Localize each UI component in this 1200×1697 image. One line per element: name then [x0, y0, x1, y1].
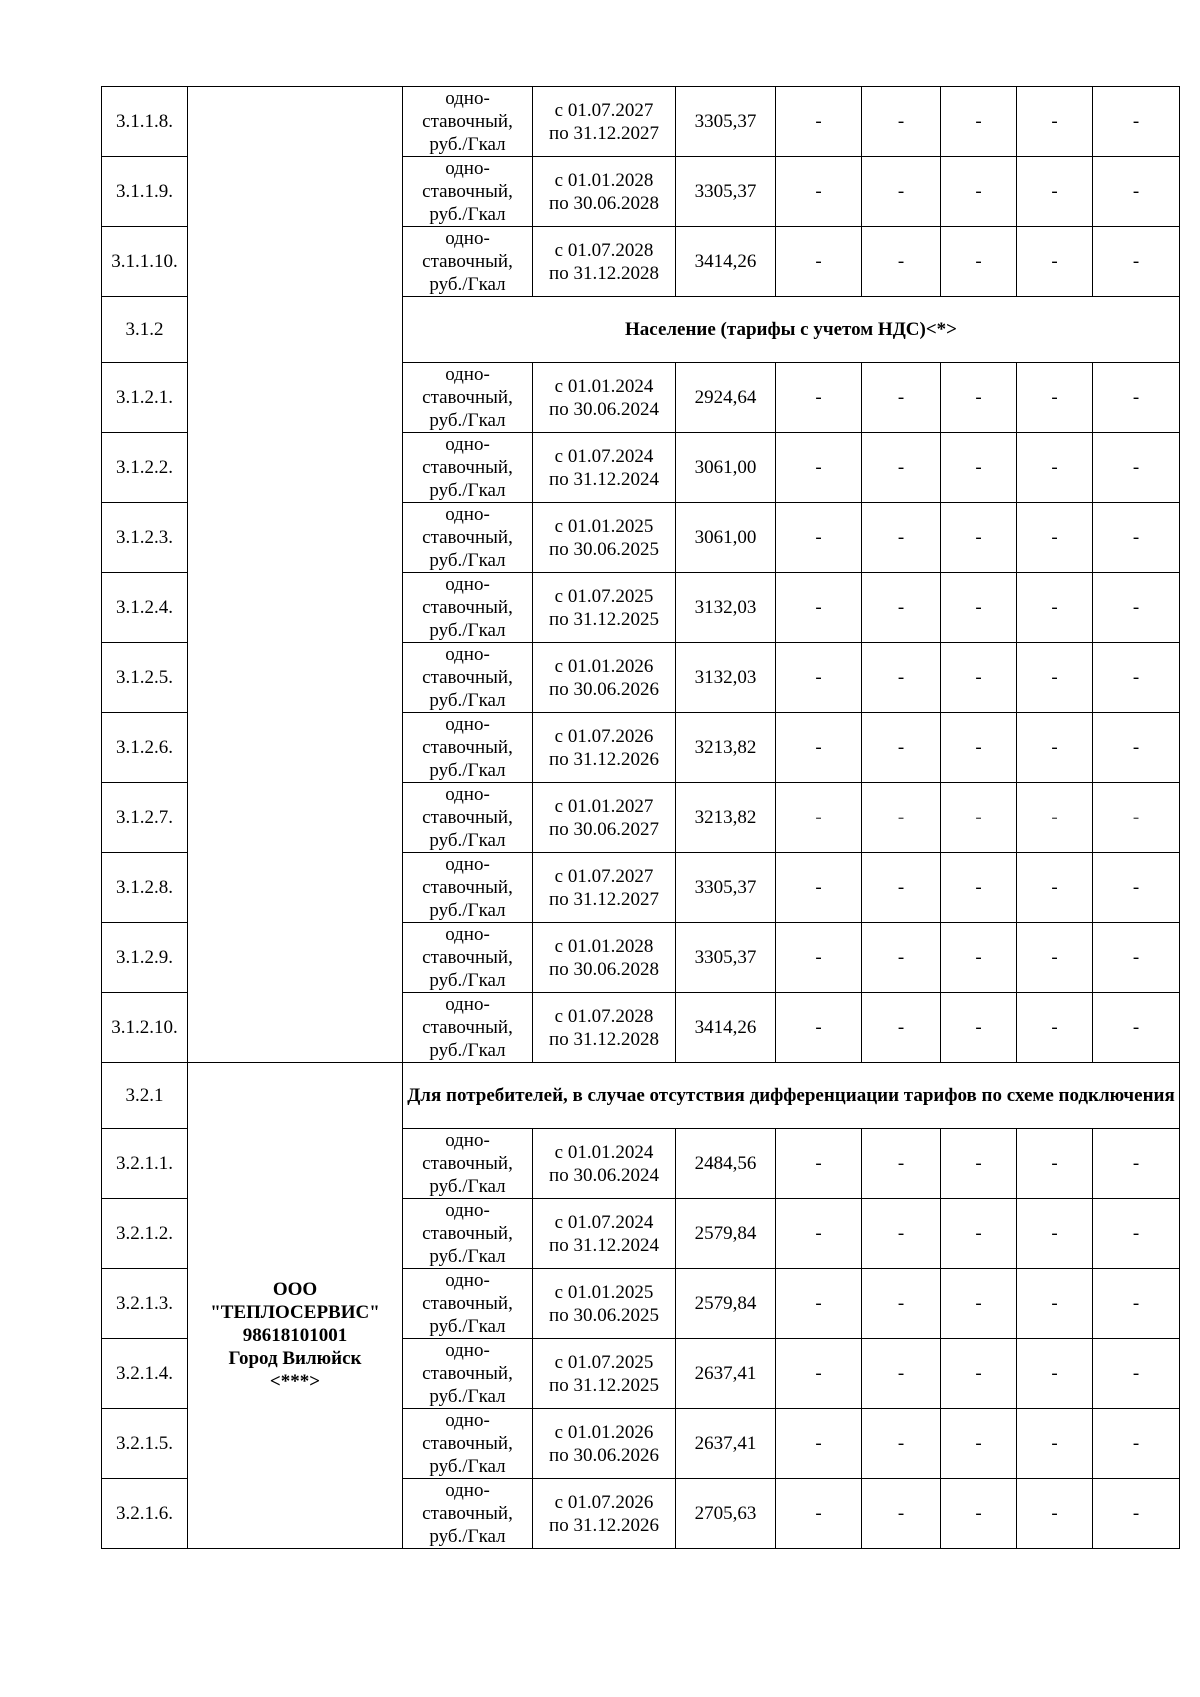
- section-number: 3.2.1: [102, 1063, 188, 1129]
- empty-mark: -: [1017, 157, 1093, 227]
- empty-mark: -: [776, 1199, 862, 1269]
- empty-mark: -: [941, 923, 1017, 993]
- tariff-type: одно-ставочный, руб./Гкал: [403, 1199, 533, 1269]
- empty-mark: -: [776, 1479, 862, 1549]
- empty-mark: -: [1093, 713, 1180, 783]
- period: [533, 1479, 676, 1549]
- empty-mark: -: [1017, 1339, 1093, 1409]
- organization-name-line: "ТЕПЛОСЕРВИС": [210, 1302, 380, 1323]
- empty-mark: -: [862, 783, 941, 853]
- section-row: [102, 1063, 1180, 1129]
- empty-mark: -: [776, 433, 862, 503]
- row-number: 3.1.2.1.: [102, 363, 188, 433]
- row-number: 3.1.2.9.: [102, 923, 188, 993]
- empty-mark: -: [862, 1339, 941, 1409]
- tariff-type: одно-ставочный, руб./Гкал: [403, 363, 533, 433]
- period-line: по 30.06.2024: [549, 398, 659, 420]
- organization-name-line: ООО: [272, 1279, 318, 1300]
- empty-mark: -: [1093, 783, 1180, 853]
- empty-mark: -: [1093, 853, 1180, 923]
- organization-name-line: Город Вилюйск: [228, 1348, 362, 1369]
- empty-mark: -: [941, 1199, 1017, 1269]
- period-line: по 31.12.2026: [549, 748, 659, 770]
- empty-mark: -: [776, 227, 862, 297]
- row-number: 3.1.1.8.: [102, 87, 188, 157]
- empty-mark: -: [1017, 1409, 1093, 1479]
- period-line: по 31.12.2025: [549, 1374, 659, 1396]
- tariff-type: одно-ставочный, руб./Гкал: [403, 853, 533, 923]
- tariff-value: 3305,37: [676, 157, 776, 227]
- period-line: по 30.06.2027: [549, 818, 659, 840]
- period: [533, 363, 676, 433]
- tariff-value: 2484,56: [676, 1129, 776, 1199]
- row-number: 3.2.1.4.: [102, 1339, 188, 1409]
- period: [533, 853, 676, 923]
- tariff-type: одно-ставочный, руб./Гкал: [403, 573, 533, 643]
- empty-mark: -: [862, 1129, 941, 1199]
- empty-mark: -: [862, 1269, 941, 1339]
- period-line: с 01.07.2028: [554, 239, 654, 261]
- period-line: по 30.06.2028: [549, 958, 659, 980]
- period-line: с 01.07.2024: [554, 1211, 654, 1233]
- row-number: 3.2.1.5.: [102, 1409, 188, 1479]
- empty-mark: -: [776, 1409, 862, 1479]
- empty-mark: -: [776, 643, 862, 713]
- empty-mark: -: [1017, 1129, 1093, 1199]
- tariff-value: 3414,26: [676, 227, 776, 297]
- empty-mark: -: [1093, 573, 1180, 643]
- empty-mark: -: [941, 713, 1017, 783]
- tariff-type: одно-ставочный, руб./Гкал: [403, 993, 533, 1063]
- period-line: с 01.01.2028: [554, 935, 654, 957]
- tariff-type: одно-ставочный, руб./Гкал: [403, 1129, 533, 1199]
- period-line: с 01.07.2028: [554, 1005, 654, 1027]
- period: [533, 503, 676, 573]
- organization-cell-blank: [188, 87, 403, 1063]
- tariff-value: 3414,26: [676, 993, 776, 1063]
- tariff-value: 3305,37: [676, 923, 776, 993]
- tariff-type: одно-ставочный, руб./Гкал: [403, 157, 533, 227]
- empty-mark: -: [941, 993, 1017, 1063]
- period: [533, 1339, 676, 1409]
- tariff-table: [101, 86, 1180, 1549]
- period: [533, 643, 676, 713]
- empty-mark: -: [941, 1269, 1017, 1339]
- empty-mark: -: [1093, 363, 1180, 433]
- row-number: 3.1.1.10.: [102, 227, 188, 297]
- row-number: 3.2.1.6.: [102, 1479, 188, 1549]
- tariff-type: одно-ставочный, руб./Гкал: [403, 713, 533, 783]
- empty-mark: -: [1017, 643, 1093, 713]
- row-number: 3.1.2.4.: [102, 573, 188, 643]
- row-number: 3.1.2.10.: [102, 993, 188, 1063]
- empty-mark: -: [1093, 1339, 1180, 1409]
- tariff-value: 3305,37: [676, 853, 776, 923]
- period-line: с 01.01.2025: [554, 1281, 654, 1303]
- empty-mark: -: [1093, 503, 1180, 573]
- organization-name: [188, 1063, 403, 1549]
- empty-mark: -: [1093, 433, 1180, 503]
- empty-mark: -: [776, 503, 862, 573]
- empty-mark: -: [941, 643, 1017, 713]
- empty-mark: -: [1017, 713, 1093, 783]
- empty-mark: -: [862, 87, 941, 157]
- period-line: по 30.06.2026: [549, 678, 659, 700]
- period-line: по 30.06.2025: [549, 1304, 659, 1326]
- row-number: 3.1.2.5.: [102, 643, 188, 713]
- empty-mark: -: [1093, 1129, 1180, 1199]
- tariff-type: одно-ставочный, руб./Гкал: [403, 643, 533, 713]
- organization-name-line: <***>: [269, 1371, 321, 1392]
- empty-mark: -: [1093, 1199, 1180, 1269]
- tariff-type: одно-ставочный, руб./Гкал: [403, 923, 533, 993]
- period: [533, 993, 676, 1063]
- tariff-type: одно-ставочный, руб./Гкал: [403, 87, 533, 157]
- empty-mark: -: [862, 363, 941, 433]
- row-number: 3.2.1.2.: [102, 1199, 188, 1269]
- period: [533, 1409, 676, 1479]
- tariff-value: 2637,41: [676, 1339, 776, 1409]
- empty-mark: -: [776, 1269, 862, 1339]
- empty-mark: -: [862, 993, 941, 1063]
- period-line: по 30.06.2028: [549, 192, 659, 214]
- period-line: с 01.01.2026: [554, 1421, 654, 1443]
- empty-mark: -: [776, 573, 862, 643]
- period-line: по 31.12.2024: [549, 1234, 659, 1256]
- empty-mark: -: [776, 993, 862, 1063]
- period-line: с 01.01.2024: [554, 375, 654, 397]
- empty-mark: -: [862, 503, 941, 573]
- empty-mark: -: [776, 923, 862, 993]
- empty-mark: -: [776, 1339, 862, 1409]
- empty-mark: -: [941, 1339, 1017, 1409]
- period-line: с 01.01.2025: [554, 515, 654, 537]
- empty-mark: -: [1093, 993, 1180, 1063]
- empty-mark: -: [1017, 433, 1093, 503]
- empty-mark: -: [1017, 1269, 1093, 1339]
- tariff-value: 2579,84: [676, 1199, 776, 1269]
- period-line: по 30.06.2026: [549, 1444, 659, 1466]
- tariff-value: 2705,63: [676, 1479, 776, 1549]
- period: [533, 713, 676, 783]
- empty-mark: -: [862, 433, 941, 503]
- period: [533, 1199, 676, 1269]
- tariff-type: одно-ставочный, руб./Гкал: [403, 1269, 533, 1339]
- period: [533, 1269, 676, 1339]
- empty-mark: -: [941, 1129, 1017, 1199]
- empty-mark: -: [1093, 157, 1180, 227]
- tariff-value: 2924,64: [676, 363, 776, 433]
- period-line: по 31.12.2025: [549, 608, 659, 630]
- period-line: по 31.12.2028: [549, 1028, 659, 1050]
- row-number: 3.1.2.2.: [102, 433, 188, 503]
- period-line: с 01.07.2026: [554, 1491, 654, 1513]
- empty-mark: -: [1093, 1479, 1180, 1549]
- period-line: с 01.07.2025: [554, 585, 654, 607]
- period-line: по 30.06.2025: [549, 538, 659, 560]
- empty-mark: -: [776, 783, 862, 853]
- empty-mark: -: [1017, 853, 1093, 923]
- empty-mark: -: [941, 503, 1017, 573]
- tariff-type: одно-ставочный, руб./Гкал: [403, 783, 533, 853]
- period: [533, 433, 676, 503]
- tariff-value: 3061,00: [676, 503, 776, 573]
- row-number: 3.2.1.1.: [102, 1129, 188, 1199]
- period-line: с 01.01.2027: [554, 795, 654, 817]
- empty-mark: -: [862, 853, 941, 923]
- empty-mark: -: [1017, 503, 1093, 573]
- period-line: с 01.01.2024: [554, 1141, 654, 1163]
- period-line: с 01.07.2027: [554, 865, 654, 887]
- tariff-value: 2579,84: [676, 1269, 776, 1339]
- empty-mark: -: [1017, 1199, 1093, 1269]
- tariff-type: одно-ставочный, руб./Гкал: [403, 1339, 533, 1409]
- empty-mark: -: [941, 87, 1017, 157]
- tariff-value: 3213,82: [676, 713, 776, 783]
- period-line: с 01.01.2026: [554, 655, 654, 677]
- period: [533, 87, 676, 157]
- empty-mark: -: [1017, 87, 1093, 157]
- period-line: с 01.07.2026: [554, 725, 654, 747]
- period-line: по 31.12.2028: [549, 262, 659, 284]
- tariff-type: одно-ставочный, руб./Гкал: [403, 227, 533, 297]
- empty-mark: -: [862, 157, 941, 227]
- period-line: по 31.12.2027: [549, 888, 659, 910]
- period-line: по 31.12.2027: [549, 122, 659, 144]
- empty-mark: -: [862, 227, 941, 297]
- row-number: 3.1.2.8.: [102, 853, 188, 923]
- tariff-type: одно-ставочный, руб./Гкал: [403, 433, 533, 503]
- empty-mark: -: [1017, 783, 1093, 853]
- empty-mark: -: [941, 573, 1017, 643]
- empty-mark: -: [862, 643, 941, 713]
- tariff-value: 3132,03: [676, 643, 776, 713]
- empty-mark: -: [776, 157, 862, 227]
- empty-mark: -: [941, 363, 1017, 433]
- empty-mark: -: [1017, 993, 1093, 1063]
- empty-mark: -: [862, 1479, 941, 1549]
- empty-mark: -: [776, 363, 862, 433]
- period: [533, 573, 676, 643]
- row-number: 3.2.1.3.: [102, 1269, 188, 1339]
- tariff-value: 3305,37: [676, 87, 776, 157]
- empty-mark: -: [862, 713, 941, 783]
- tariff-value: 2637,41: [676, 1409, 776, 1479]
- empty-mark: -: [1017, 923, 1093, 993]
- empty-mark: -: [862, 1199, 941, 1269]
- period-line: с 01.07.2024: [554, 445, 654, 467]
- empty-mark: -: [776, 713, 862, 783]
- period-line: по 31.12.2026: [549, 1514, 659, 1536]
- tariff-type: одно-ставочный, руб./Гкал: [403, 1409, 533, 1479]
- empty-mark: -: [862, 1409, 941, 1479]
- empty-mark: -: [1093, 1409, 1180, 1479]
- empty-mark: -: [776, 853, 862, 923]
- row-number: 3.1.2.3.: [102, 503, 188, 573]
- organization-name-line: 98618101001: [242, 1325, 348, 1346]
- empty-mark: -: [1093, 923, 1180, 993]
- period-line: по 31.12.2024: [549, 468, 659, 490]
- row-number: 3.1.2.7.: [102, 783, 188, 853]
- empty-mark: -: [941, 1479, 1017, 1549]
- period: [533, 227, 676, 297]
- empty-mark: -: [941, 1409, 1017, 1479]
- section-title: Для потребителей, в случае отсутствия дифференциации тарифов по схеме подключения: [403, 1063, 1180, 1129]
- tariff-value: 3132,03: [676, 573, 776, 643]
- row-number: 3.1.1.9.: [102, 157, 188, 227]
- period: [533, 923, 676, 993]
- empty-mark: -: [1093, 643, 1180, 713]
- empty-mark: -: [776, 1129, 862, 1199]
- empty-mark: -: [941, 157, 1017, 227]
- empty-mark: -: [941, 433, 1017, 503]
- empty-mark: -: [941, 853, 1017, 923]
- row-number: 3.1.2.6.: [102, 713, 188, 783]
- period-line: с 01.01.2028: [554, 169, 654, 191]
- empty-mark: -: [941, 783, 1017, 853]
- empty-mark: -: [941, 227, 1017, 297]
- tariff-type: одно-ставочный, руб./Гкал: [403, 1479, 533, 1549]
- period-line: по 30.06.2024: [549, 1164, 659, 1186]
- empty-mark: -: [1093, 227, 1180, 297]
- empty-mark: -: [1017, 1479, 1093, 1549]
- period: [533, 157, 676, 227]
- empty-mark: -: [1093, 1269, 1180, 1339]
- tariff-type: одно-ставочный, руб./Гкал: [403, 503, 533, 573]
- empty-mark: -: [1017, 227, 1093, 297]
- period: [533, 783, 676, 853]
- section-number: 3.1.2: [102, 297, 188, 363]
- tariff-value: 3061,00: [676, 433, 776, 503]
- empty-mark: -: [776, 87, 862, 157]
- empty-mark: -: [1093, 87, 1180, 157]
- period-line: с 01.07.2025: [554, 1351, 654, 1373]
- empty-mark: -: [862, 573, 941, 643]
- tariff-value: 3213,82: [676, 783, 776, 853]
- period: [533, 1129, 676, 1199]
- empty-mark: -: [862, 923, 941, 993]
- section-title: Население (тарифы с учетом НДС)<*>: [403, 297, 1180, 363]
- table-row: [102, 87, 1180, 157]
- empty-mark: -: [1017, 573, 1093, 643]
- period-line: с 01.07.2027: [554, 99, 654, 121]
- empty-mark: -: [1017, 363, 1093, 433]
